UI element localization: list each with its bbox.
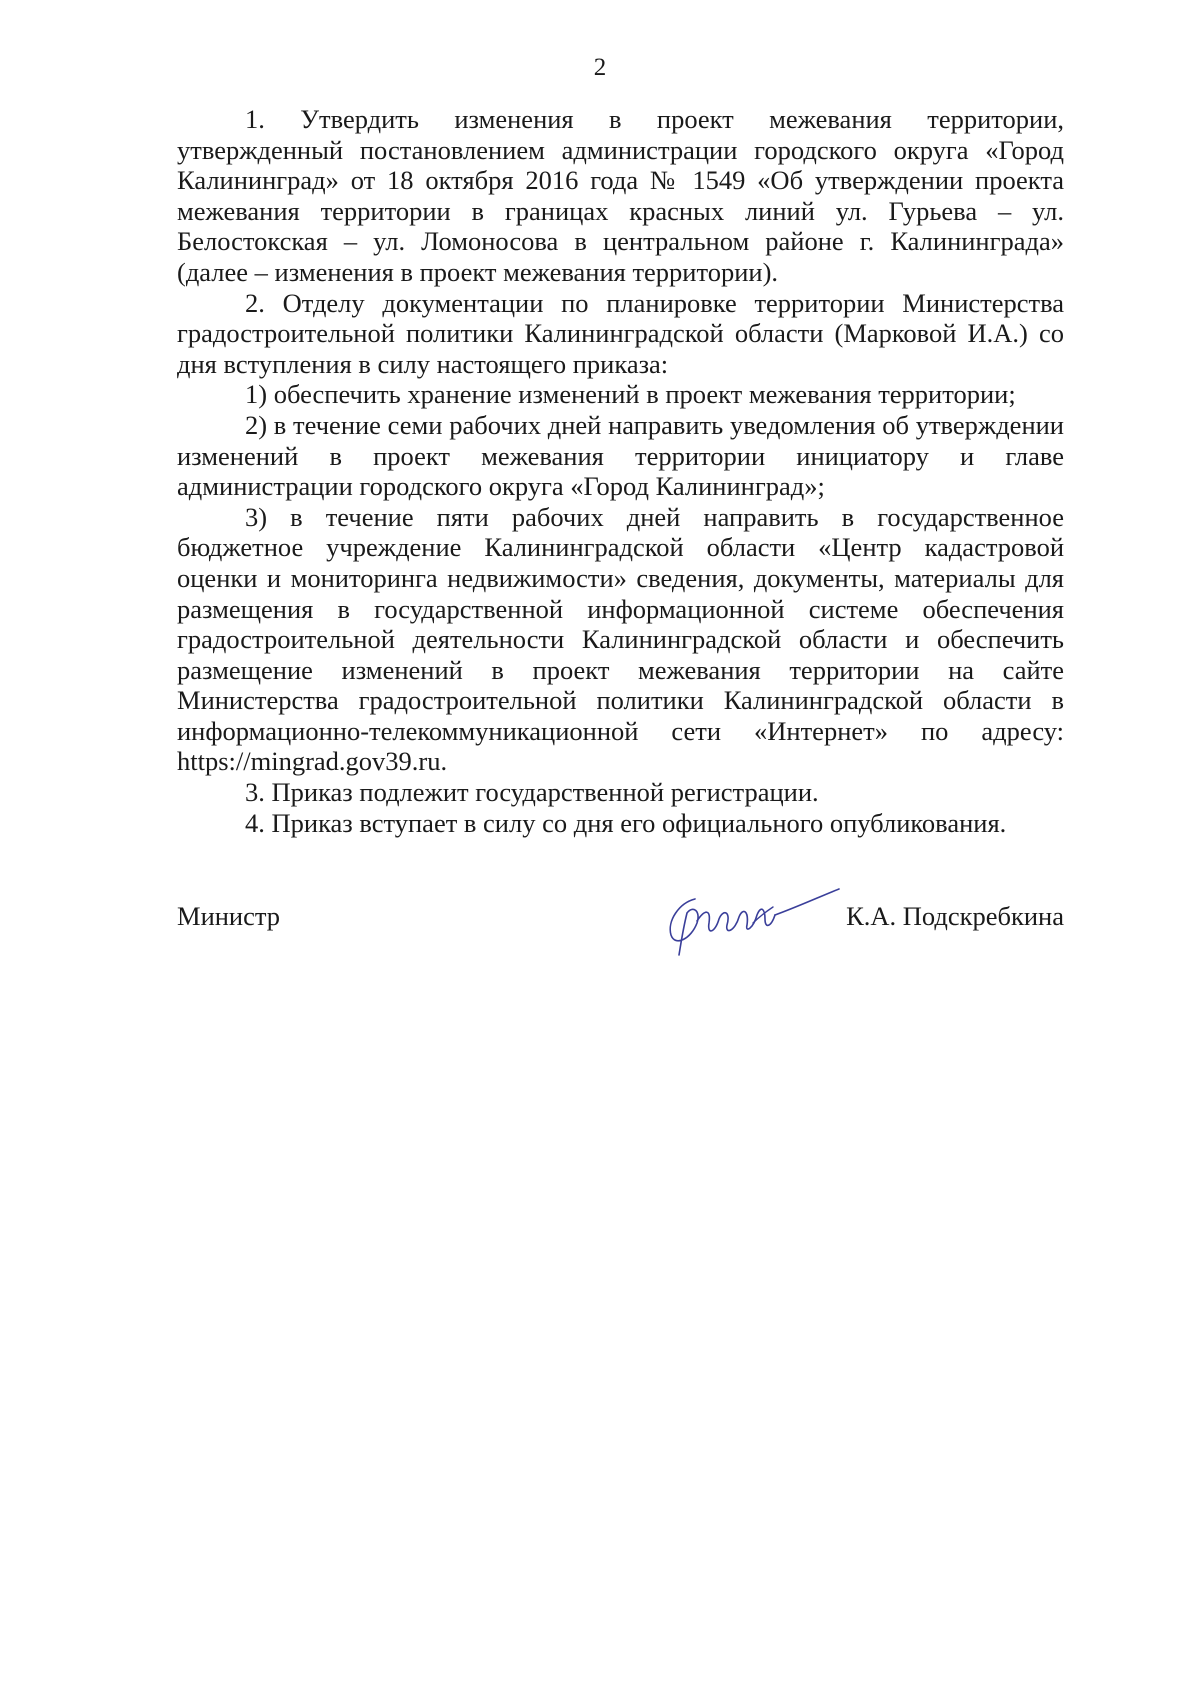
page-number: 2 — [593, 54, 607, 81]
handwritten-signature — [657, 881, 847, 961]
paragraph-item-4: 4. Приказ вступает в силу со дня его официального опубликования. — [245, 807, 1007, 838]
signer-title: Министр — [177, 901, 281, 931]
paragraph-item-3: 3. Приказ подлежит государственной регистрации. — [245, 777, 819, 808]
signer-name: К.А. Подскребкина — [846, 901, 1064, 931]
paragraph-subitem-3: 3) в течение пяти рабочих дней направить в государственное бюджетное учреждение Калининградской области «Центр кадастровой оценки и мониторинга недвижимости» сведения, документы, материалы для размещения в государственной информационной системе обеспечения градостроительной деятельности Калининградской области и обеспечить размещение изменений в проект межевания территории на сайте Министерства градостроительной политики Калининградской области в информационно-телекоммуникационной сети «Интернет» по адресу: https://mingrad.gov39.ru. — [177, 501, 1064, 777]
paragraph-item-2: 2. Отделу документации по планировке территории Министерства градостроительной политики Калининградской области (Марковой И.А.) со дня вступления в силу настоящего приказа: — [177, 287, 1064, 379]
signature-block — [177, 881, 1064, 971]
paragraph-subitem-2: 2) в течение семи рабочих дней направить уведомления об утверждении изменений в проект межевания территории инициатору и главе администрации городского округа «Город Калининград»; — [177, 409, 1064, 502]
paragraph-item-1: 1. Утвердить изменения в проект межевания территории, утвержденный постановлением администрации городского округа «Город Калининград» от 18 октября 2016 года № 1549 «Об утверждении проекта межевания территории в границах красных линий ул. Гурьева – ул. Белостокская – ул. Ломоносова в центральном районе г. Калининграда» (далее – изменения в проект межевания территории). — [177, 104, 1064, 287]
document-body — [177, 104, 1064, 838]
paragraph-subitem-1: 1) обеспечить хранение изменений в проект межевания территории; — [245, 379, 1016, 410]
